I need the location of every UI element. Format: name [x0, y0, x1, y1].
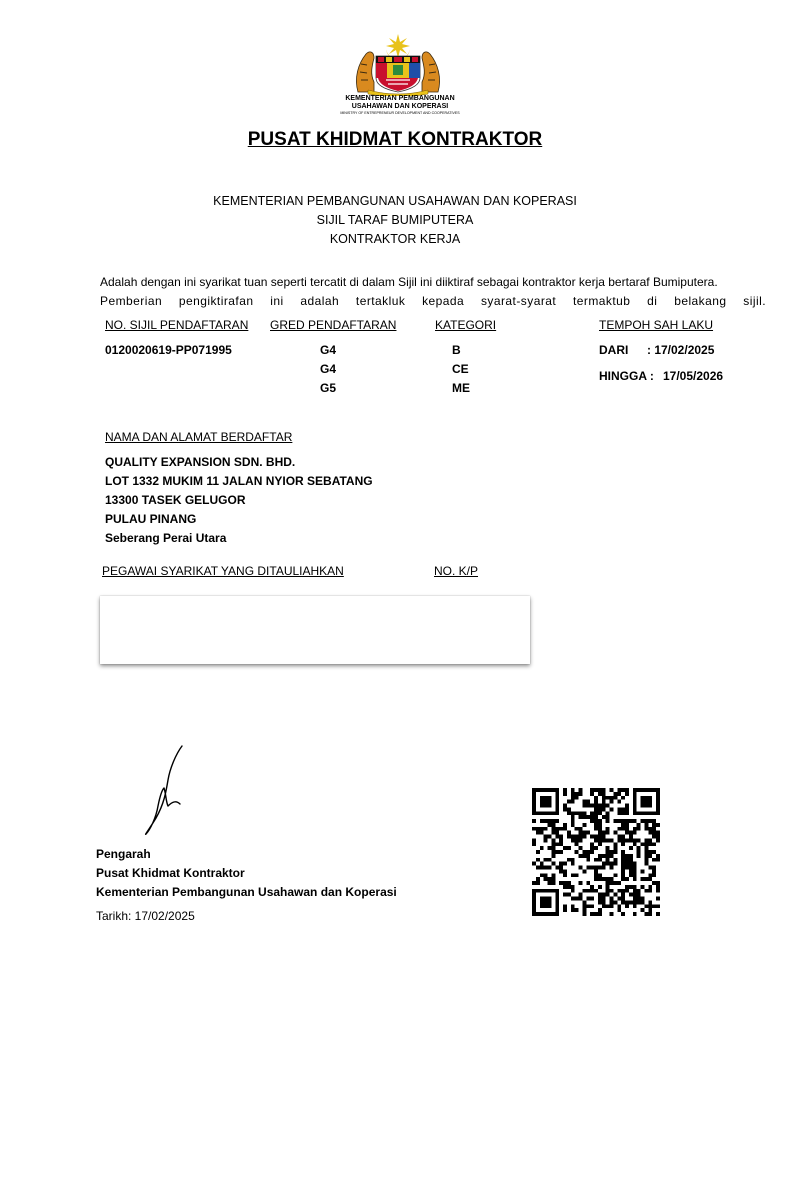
grade-row-3: G5 [320, 381, 337, 395]
category-row-2: CE [452, 362, 469, 376]
valid-from-label: DARI [599, 343, 629, 357]
cert-number: 0120020619-PP071995 [105, 343, 232, 357]
grade-row-1: G4 [320, 343, 337, 357]
officers-box [100, 596, 530, 664]
officers-header: PEGAWAI SYARIKAT YANG DITAULIAHKAN [102, 564, 344, 578]
qr-code-icon [532, 788, 660, 916]
ministry-name-english: MINISTRY OF ENTREPRENEUR DEVELOPMENT AND COOPERATIVES [340, 111, 460, 115]
valid-to-date: 17/05/2026 [663, 369, 724, 383]
handwritten-signature [136, 744, 192, 840]
valid-to-label: HINGGA : [599, 369, 654, 383]
ministry-name-line2: USAHAWAN DAN KOPERASI [351, 103, 449, 110]
address-district: Seberang Perai Utara [105, 531, 227, 545]
address-line2: 13300 TASEK GELUGOR [105, 493, 246, 507]
statement-line2: Pemberian pengiktirafan ini adalah tertakluk kepada syarat-syarat termaktub di belakang sijil. [100, 294, 766, 308]
header-validity: TEMPOH SAH LAKU [599, 318, 714, 332]
ministry-name-line1: KEMENTERIAN PEMBANGUNAN [345, 95, 455, 102]
header-category: KATEGORI [435, 318, 497, 332]
grade-row-2: G4 [320, 362, 337, 376]
company-name: QUALITY EXPANSION SDN. BHD. [105, 455, 296, 469]
ic-number-header: NO. K/P [434, 564, 479, 578]
category-row-1: B [452, 343, 461, 357]
signatory-title: Pengarah [96, 847, 151, 861]
signatory-department: Pusat Khidmat Kontraktor [96, 866, 245, 880]
statement-line1: Adalah dengan ini syarikat tuan seperti tercatit di dalam Sijil ini diiktiraf sebagai kontraktor kerja bertaraf Bumiputera. [100, 275, 718, 289]
contractor-type: KONTRAKTOR KERJA [329, 232, 461, 246]
valid-from-date: : 17/02/2025 [647, 343, 715, 357]
issue-date: Tarikh: 17/02/2025 [96, 909, 195, 923]
header-cert-no: NO. SIJIL PENDAFTARAN [105, 318, 249, 332]
address-header: NAMA DAN ALAMAT BERDAFTAR [105, 430, 293, 444]
certificate-ministry: KEMENTERIAN PEMBANGUNAN USAHAWAN DAN KOPERASI [213, 194, 577, 208]
header-grade: GRED PENDAFTARAN [270, 318, 397, 332]
certificate-type: SIJIL TARAF BUMIPUTERA [316, 213, 474, 227]
coat-of-arms-logo [352, 34, 444, 96]
category-row-3: ME [452, 381, 470, 395]
address-line1: LOT 1332 MUKIM 11 JALAN NYIOR SEBATANG [105, 474, 373, 488]
address-state: PULAU PINANG [105, 512, 197, 526]
page-title: PUSAT KHIDMAT KONTRAKTOR [247, 129, 543, 150]
signatory-ministry: Kementerian Pembangunan Usahawan dan Koperasi [96, 885, 397, 899]
